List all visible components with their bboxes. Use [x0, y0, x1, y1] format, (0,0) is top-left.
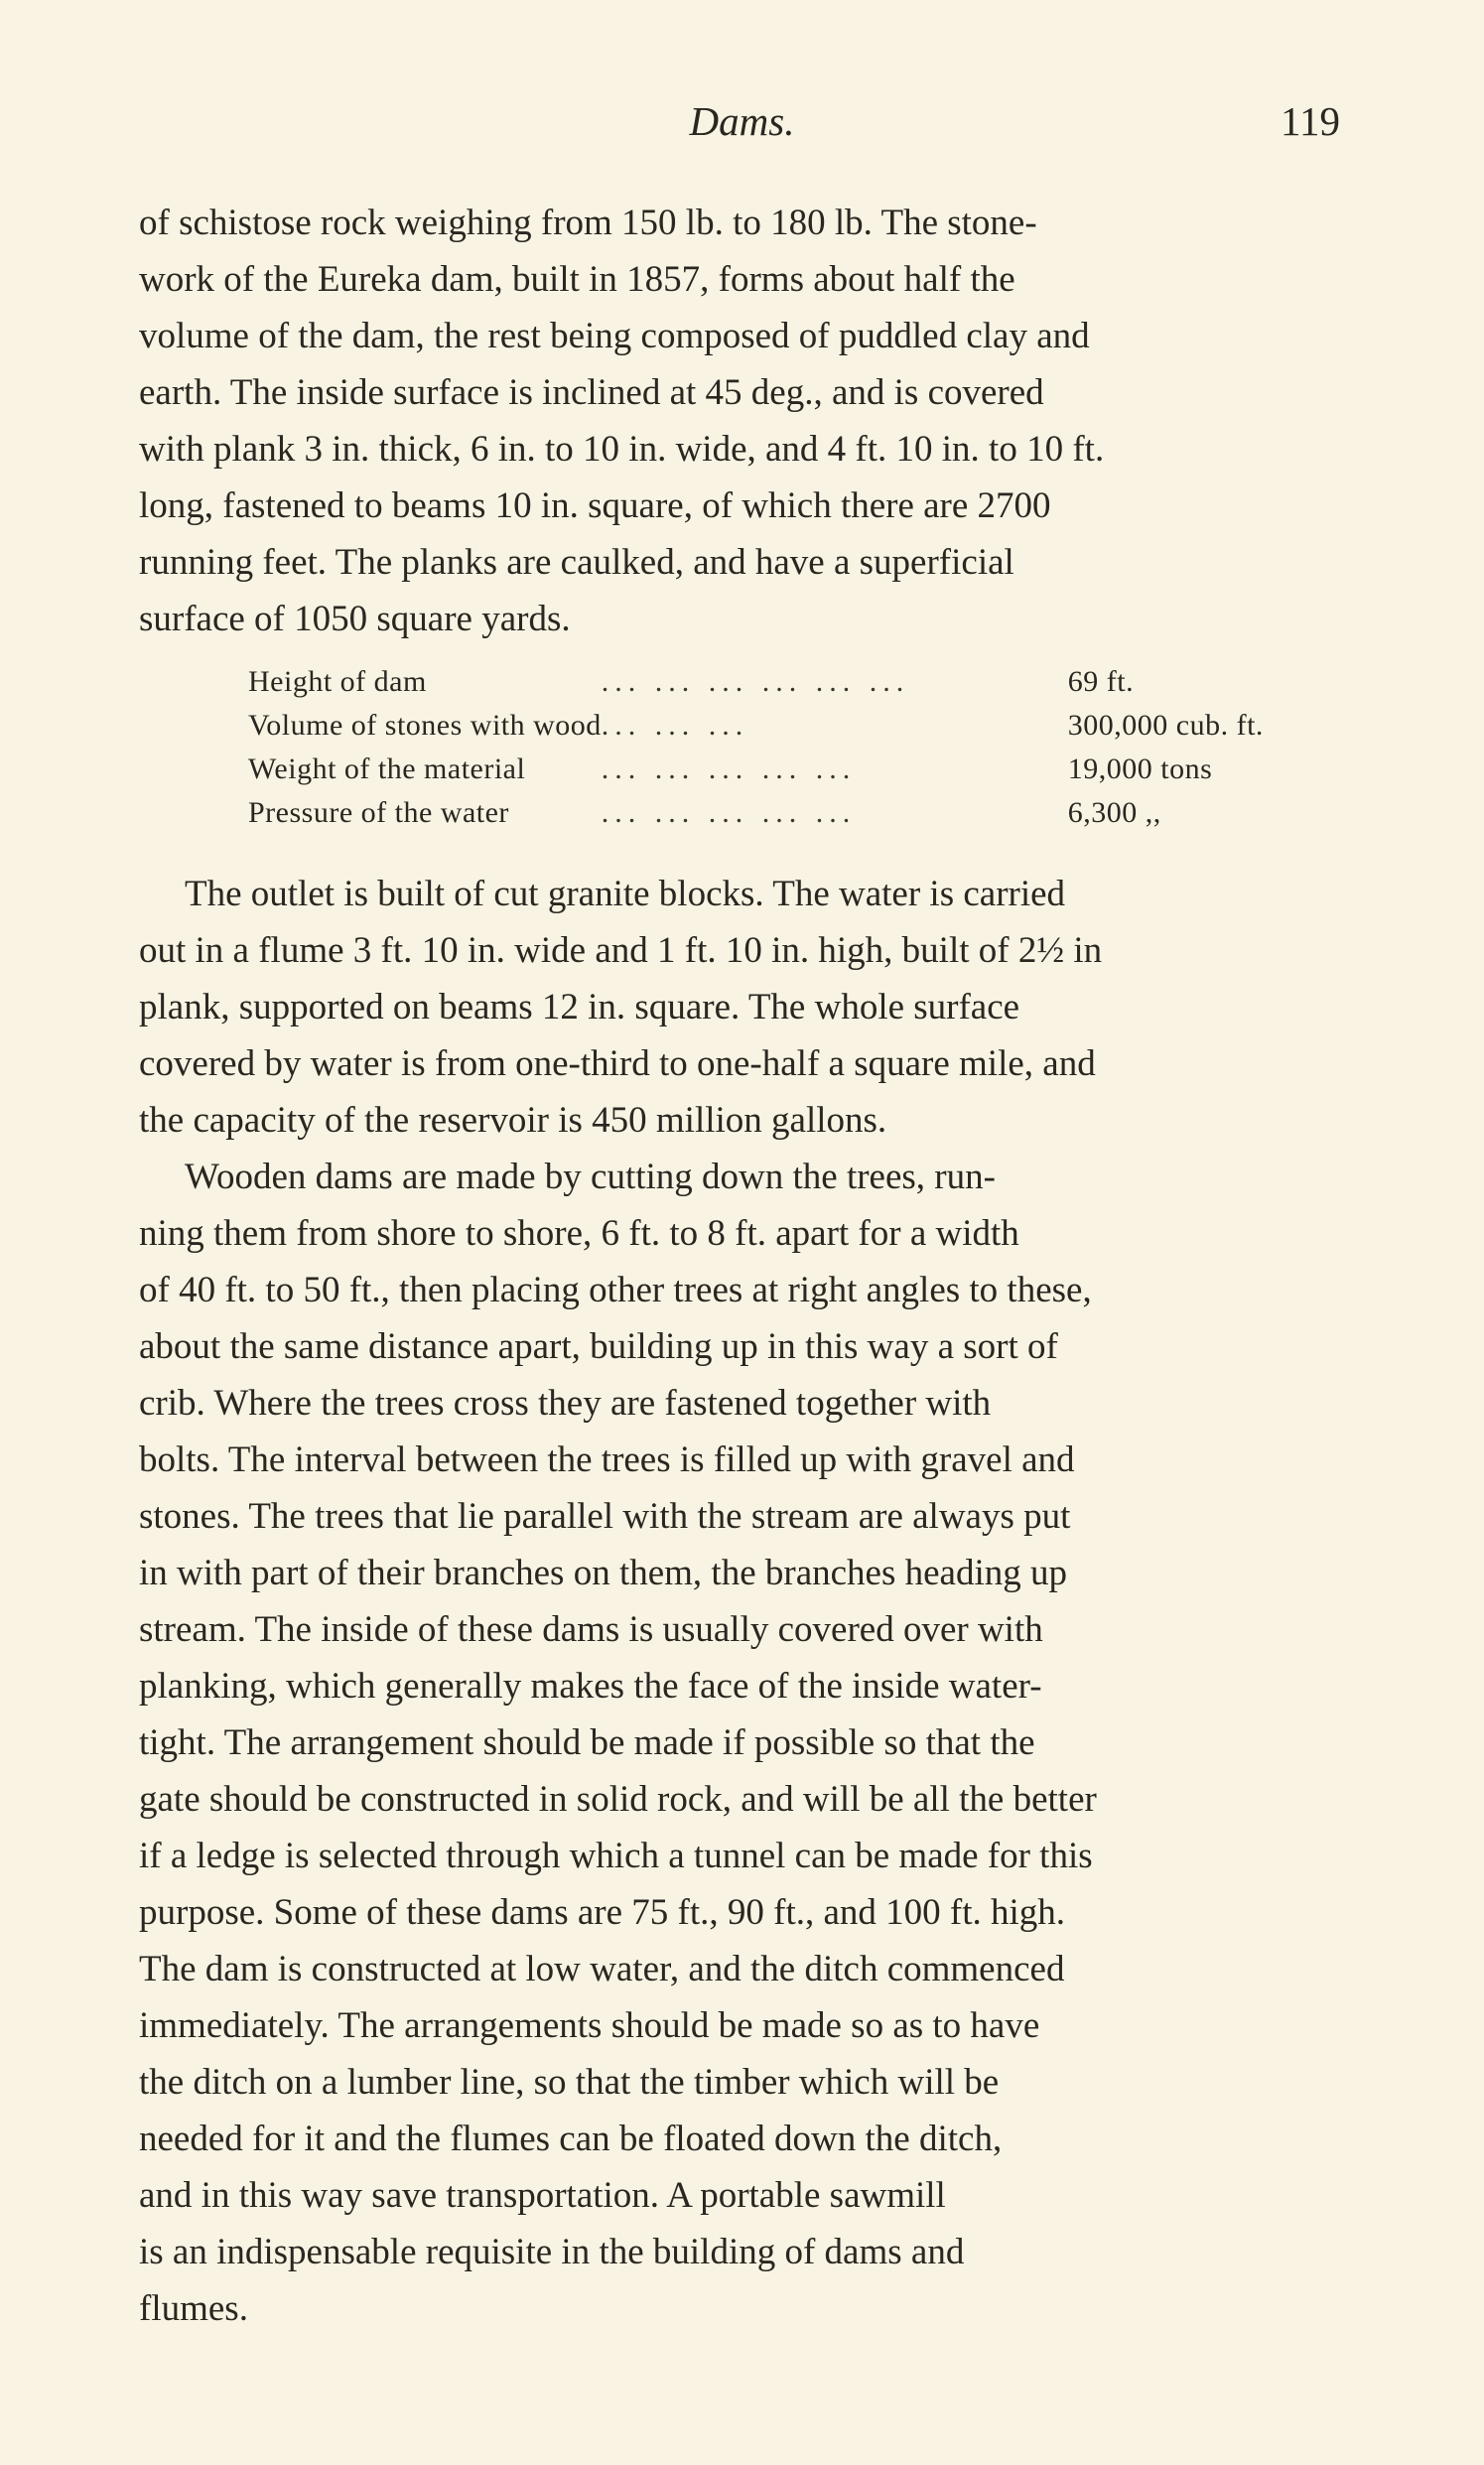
text-line: running feet. The planks are caulked, and have a superficial [139, 542, 1014, 583]
text-line: stream. The inside of these dams is usually covered over with [139, 1609, 1043, 1650]
paragraph-3 [139, 1149, 1366, 2337]
spec-label: Height of dam [248, 665, 427, 698]
text-line: The dam is constructed at low water, and the ditch commenced [139, 1949, 1065, 1989]
leader-dots: ... ... ... [601, 709, 749, 742]
text-line: covered by water is from one-third to one-half a square mile, and [139, 1043, 1096, 1084]
text-line: is an indispensable requisite in the building of dams and [139, 2232, 965, 2272]
leader-dots: ... ... ... ... ... ... [601, 665, 910, 698]
text-line: about the same distance apart, building up in this way a sort of [139, 1326, 1058, 1367]
paragraph [139, 195, 1366, 647]
spec-label: Weight of the material [248, 753, 526, 785]
text-line: needed for it and the flumes can be floated down the ditch, [139, 2119, 1003, 2159]
text-line: out in a flume 3 ft. 10 in. wide and 1 ft. 10 in. high, built of 2½ in [139, 930, 1103, 971]
spec-label: Volume of stones with wood [248, 709, 602, 742]
text-line: crib. Where the trees cross they are fastened together with [139, 1383, 992, 1424]
spec-label: Pressure of the water [248, 796, 509, 829]
running-title: Dams. [689, 98, 795, 144]
text-line: purpose. Some of these dams are 75 ft., 90 ft., and 100 ft. high. [139, 1892, 1066, 1933]
spec-value: 300,000 cub. ft. [1067, 709, 1264, 742]
text-line: gate should be constructed in solid rock, and will be all the better [139, 1779, 1097, 1820]
text-line: the capacity of the reservoir is 450 million gallons. [139, 1100, 887, 1141]
spec-value: 69 ft. [1067, 665, 1135, 698]
text-line: and in this way save transportation. A portable sawmill [139, 2175, 946, 2216]
text-line: Wooden dams are made by cutting down the trees, run- [185, 1157, 996, 1197]
text-line: if a ledge is selected through which a tunnel can be made for this [139, 1836, 1093, 1876]
text-line: bolts. The interval between the trees is filled up with gravel and [139, 1439, 1075, 1480]
text-line: of 40 ft. to 50 ft., then placing other trees at right angles to these, [139, 1270, 1092, 1310]
text-line: ning them from shore to shore, 6 ft. to 8 ft. apart for a width [139, 1213, 1019, 1254]
text-line: earth. The inside surface is inclined at 45 deg., and is covered [139, 372, 1044, 413]
text-line: immediately. The arrangements should be made so as to have [139, 2005, 1040, 2046]
text-line: long, fastened to beams 10 in. square, of which there are 2700 [139, 485, 1051, 526]
spec-row [248, 660, 1318, 704]
text-line: work of the Eureka dam, built in 1857, forms about half the [139, 259, 1015, 300]
text-line: flumes. [139, 2288, 248, 2329]
text-line: of schistose rock weighing from 150 lb. to 180 lb. The stone- [139, 203, 1037, 243]
paragraph-2 [139, 866, 1366, 1149]
spec-row [248, 748, 1318, 791]
text-line: The outlet is built of cut granite blocks. The water is carried [185, 874, 1066, 914]
paragraph [139, 866, 1366, 1149]
page-number: 119 [1281, 98, 1340, 144]
dam-specifications-table [248, 660, 1318, 835]
text-line: stones. The trees that lie parallel with the stream are always put [139, 1496, 1071, 1537]
text-line: plank, supported on beams 12 in. square. The whole surface [139, 987, 1020, 1027]
leader-dots: ... ... ... ... ... [601, 753, 857, 785]
spec-value: 6,300 ,, [1067, 796, 1161, 829]
text-line: tight. The arrangement should be made if possible so that the [139, 1722, 1035, 1763]
text-line: in with part of their branches on them, the branches heading up [139, 1553, 1067, 1593]
text-line: surface of 1050 square yards. [139, 599, 571, 639]
spec-row [248, 704, 1318, 748]
text-line: planking, which generally makes the face of the inside water- [139, 1666, 1042, 1707]
spec-value: 19,000 tons [1067, 753, 1213, 785]
text-line: volume of the dam, the rest being composed of puddled clay and [139, 316, 1090, 356]
text-line: with plank 3 in. thick, 6 in. to 10 in. wide, and 4 ft. 10 in. to 10 ft. [139, 429, 1105, 470]
paragraph [139, 1149, 1366, 2337]
leader-dots: ... ... ... ... ... [601, 796, 857, 829]
spec-row [248, 791, 1318, 835]
text-line: the ditch on a lumber line, so that the timber which will be [139, 2062, 1000, 2103]
paragraph-1 [139, 195, 1366, 647]
